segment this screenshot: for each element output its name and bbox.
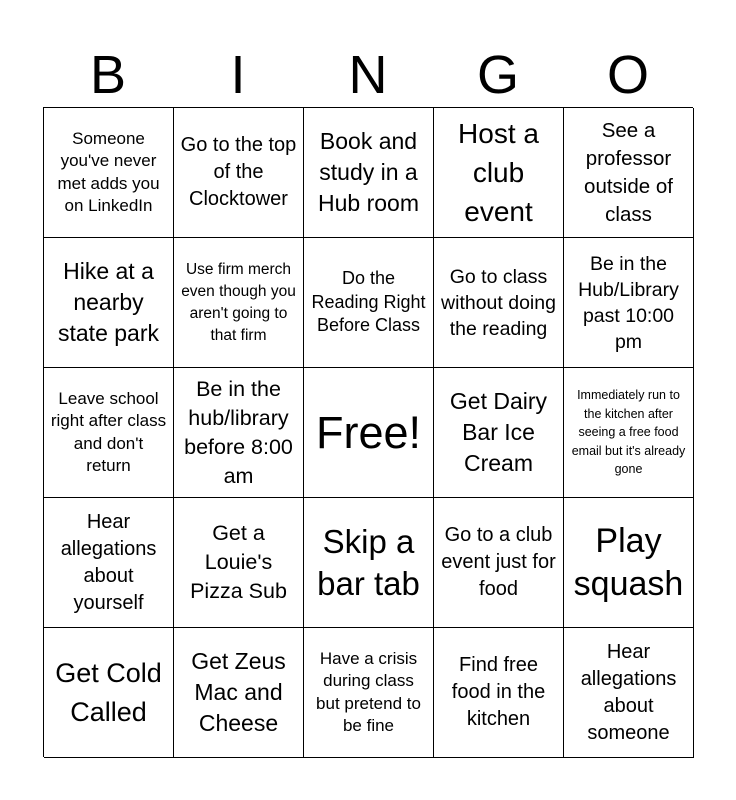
bingo-cell[interactable] bbox=[564, 628, 694, 758]
bingo-cell[interactable] bbox=[564, 368, 694, 498]
bingo-cell[interactable] bbox=[564, 498, 694, 628]
bingo-cell-text: Do the Reading Right Before Class bbox=[311, 268, 426, 336]
bingo-cell-text: Host a club event bbox=[458, 118, 539, 227]
bingo-cell-text: Go to a club event just for food bbox=[441, 524, 556, 600]
bingo-cell[interactable] bbox=[174, 368, 304, 498]
bingo-cell[interactable] bbox=[434, 238, 564, 368]
bingo-header bbox=[43, 44, 693, 106]
header-letter-o: O bbox=[606, 45, 649, 105]
bingo-cell-text: Hike at a nearby state park bbox=[58, 258, 159, 346]
bingo-cell[interactable] bbox=[434, 108, 564, 238]
bingo-cell-text: Get a Louie's Pizza Sub bbox=[190, 521, 287, 603]
bingo-cell-text: Someone you've never met adds you on LinkedIn bbox=[57, 128, 160, 215]
bingo-cell-text: Play squash bbox=[573, 521, 684, 603]
bingo-cell[interactable] bbox=[174, 238, 304, 368]
header-letter-n: N bbox=[348, 45, 388, 105]
bingo-cell-text: Get Cold Called bbox=[55, 657, 162, 727]
header-letter-b: B bbox=[89, 45, 127, 105]
bingo-cell[interactable] bbox=[434, 628, 564, 758]
bingo-cell-text: Book and study in a Hub room bbox=[318, 128, 419, 216]
bingo-cell-text: Hear allegations about yourself bbox=[60, 510, 157, 614]
bingo-card-grid bbox=[43, 107, 693, 757]
bingo-cell-text: Leave school right after class and don't return bbox=[50, 388, 167, 475]
bingo-cell[interactable] bbox=[564, 108, 694, 238]
header-letter-g: G bbox=[476, 45, 519, 105]
bingo-cell-text: Use firm merch even though you aren't going to that firm bbox=[181, 260, 296, 344]
header-letter-i: I bbox=[230, 45, 246, 105]
bingo-cell-text: Have a crisis during class but pretend to be fine bbox=[316, 648, 421, 735]
bingo-cell-text: Go to the top of the Clocktower bbox=[180, 134, 297, 210]
bingo-cell-text: Be in the hub/library before 8:00 am bbox=[184, 376, 293, 488]
bingo-cell-text: Skip a bar tab bbox=[317, 522, 420, 602]
bingo-cell-text: See a professor outside of class bbox=[584, 118, 673, 226]
bingo-cell-text: Find free food in the kitchen bbox=[451, 654, 546, 730]
bingo-cell-text: Immediately run to the kitchen after seeing a free food email but it's already gone bbox=[571, 388, 686, 477]
bingo-cell[interactable] bbox=[44, 368, 174, 498]
bingo-cell[interactable] bbox=[44, 498, 174, 628]
bingo-cell[interactable] bbox=[304, 368, 434, 498]
bingo-cell[interactable] bbox=[434, 498, 564, 628]
bingo-cell-text: Free! bbox=[315, 406, 422, 458]
bingo-cell-text: Hear allegations about someone bbox=[580, 640, 677, 744]
bingo-cell-text: Be in the Hub/Library past 10:00 pm bbox=[578, 252, 679, 353]
bingo-cell-text: Go to class without doing the reading bbox=[441, 265, 556, 340]
bingo-cell-text: Get Dairy Bar Ice Cream bbox=[449, 388, 548, 476]
bingo-cell[interactable] bbox=[174, 498, 304, 628]
bingo-cell[interactable] bbox=[564, 238, 694, 368]
bingo-cell[interactable] bbox=[174, 628, 304, 758]
bingo-cell[interactable] bbox=[44, 628, 174, 758]
bingo-cell-text: Get Zeus Mac and Cheese bbox=[191, 648, 286, 736]
bingo-cell[interactable] bbox=[434, 368, 564, 498]
bingo-cell[interactable] bbox=[44, 238, 174, 368]
bingo-cell[interactable] bbox=[304, 238, 434, 368]
bingo-cell[interactable] bbox=[44, 108, 174, 238]
bingo-cell[interactable] bbox=[174, 108, 304, 238]
bingo-cell[interactable] bbox=[304, 498, 434, 628]
bingo-cell[interactable] bbox=[304, 108, 434, 238]
bingo-cell[interactable] bbox=[304, 628, 434, 758]
